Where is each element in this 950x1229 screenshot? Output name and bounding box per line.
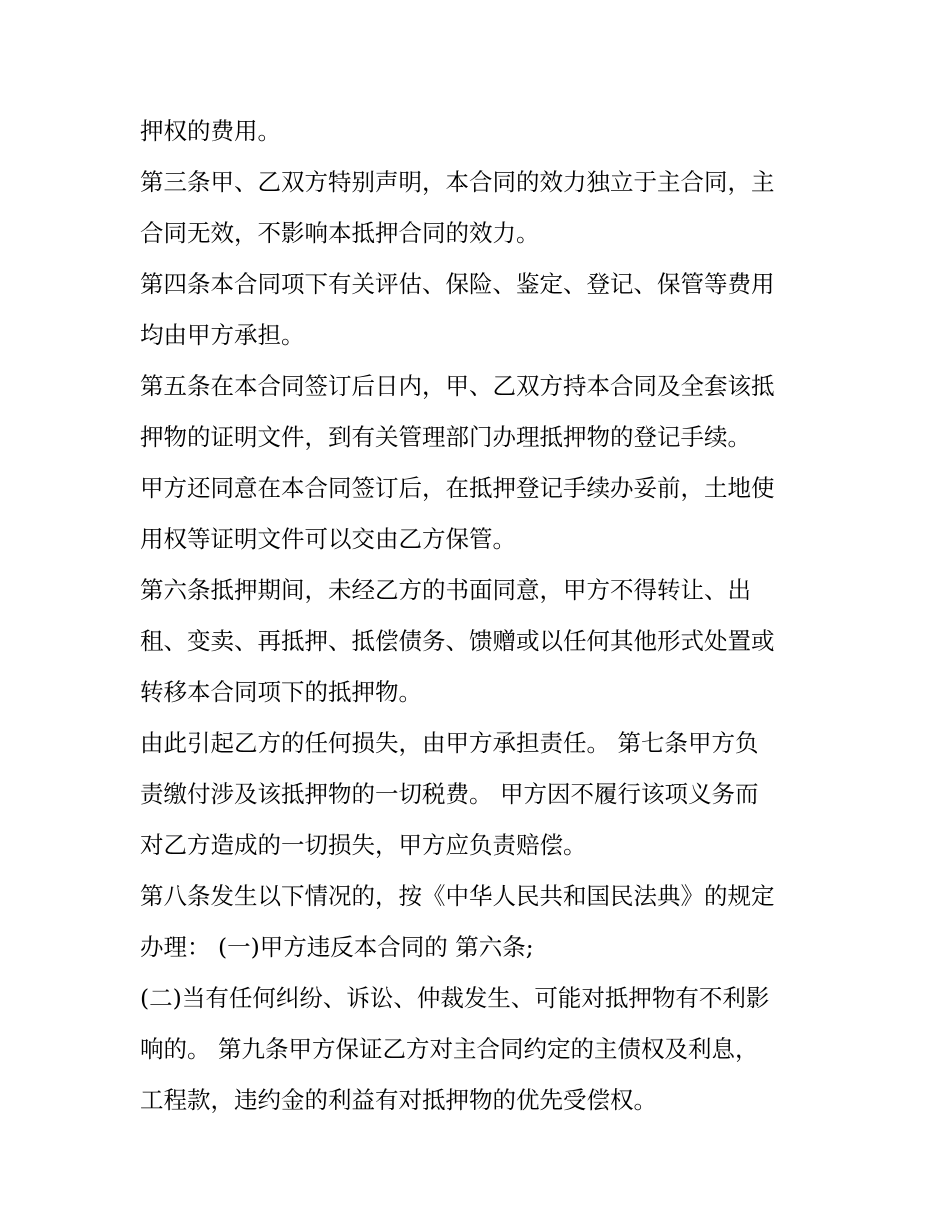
text-line: (二)当有任何纠纷、诉讼、仲裁发生、可能对抵押物有不利影 [140, 984, 770, 1012]
text-line: 第五条在本合同签订后日内，甲、乙双方持本合同及全套该抵 [140, 372, 775, 400]
text-line: 响的。 第九条甲方保证乙方对主合同约定的主债权及利息， [140, 1035, 759, 1063]
text-line: 工程款，违约金的利益有对抵押物的优先受偿权。 [140, 1086, 657, 1114]
text-line: 均由甲方承担。 [140, 321, 305, 349]
text-line: 第六条抵押期间，未经乙方的书面同意，甲方不得转让、出 [140, 576, 751, 604]
text-line: 第三条甲、乙双方特别声明，本合同的效力独立于主合同，主 [140, 168, 775, 196]
text-line: 押权的费用。 [140, 117, 281, 145]
text-line: 合同无效，不影响本抵押合同的效力。 [140, 219, 540, 247]
text-line: 第八条发生以下情况的，按《中华人民共和国民法典》的规定 [140, 882, 775, 910]
text-line: 责缴付涉及该抵押物的一切税费。 甲方因不履行该项义务而 [140, 780, 759, 808]
contract-text [140, 106, 820, 1126]
text-line: 甲方还同意在本合同签订后，在抵押登记手续办妥前，土地使 [140, 474, 775, 502]
text-line: 由此引起乙方的任何损失，由甲方承担责任。 第七条甲方负 [140, 729, 759, 757]
text-line: 转移本合同项下的抵押物。 [140, 678, 422, 706]
text-line: 办理： (一)甲方违反本合同的 第六条; [140, 933, 534, 961]
text-line: 用权等证明文件可以交由乙方保管。 [140, 525, 516, 553]
text-line: 租、变卖、再抵押、抵偿债务、馈赠或以任何其他形式处置或 [140, 627, 775, 655]
text-line: 对乙方造成的一切损失，甲方应负责赔偿。 [140, 831, 587, 859]
text-line: 第四条本合同项下有关评估、保险、鉴定、登记、保管等费用 [140, 270, 775, 298]
text-line: 押物的证明文件，到有关管理部门办理抵押物的登记手续。 [140, 423, 751, 451]
